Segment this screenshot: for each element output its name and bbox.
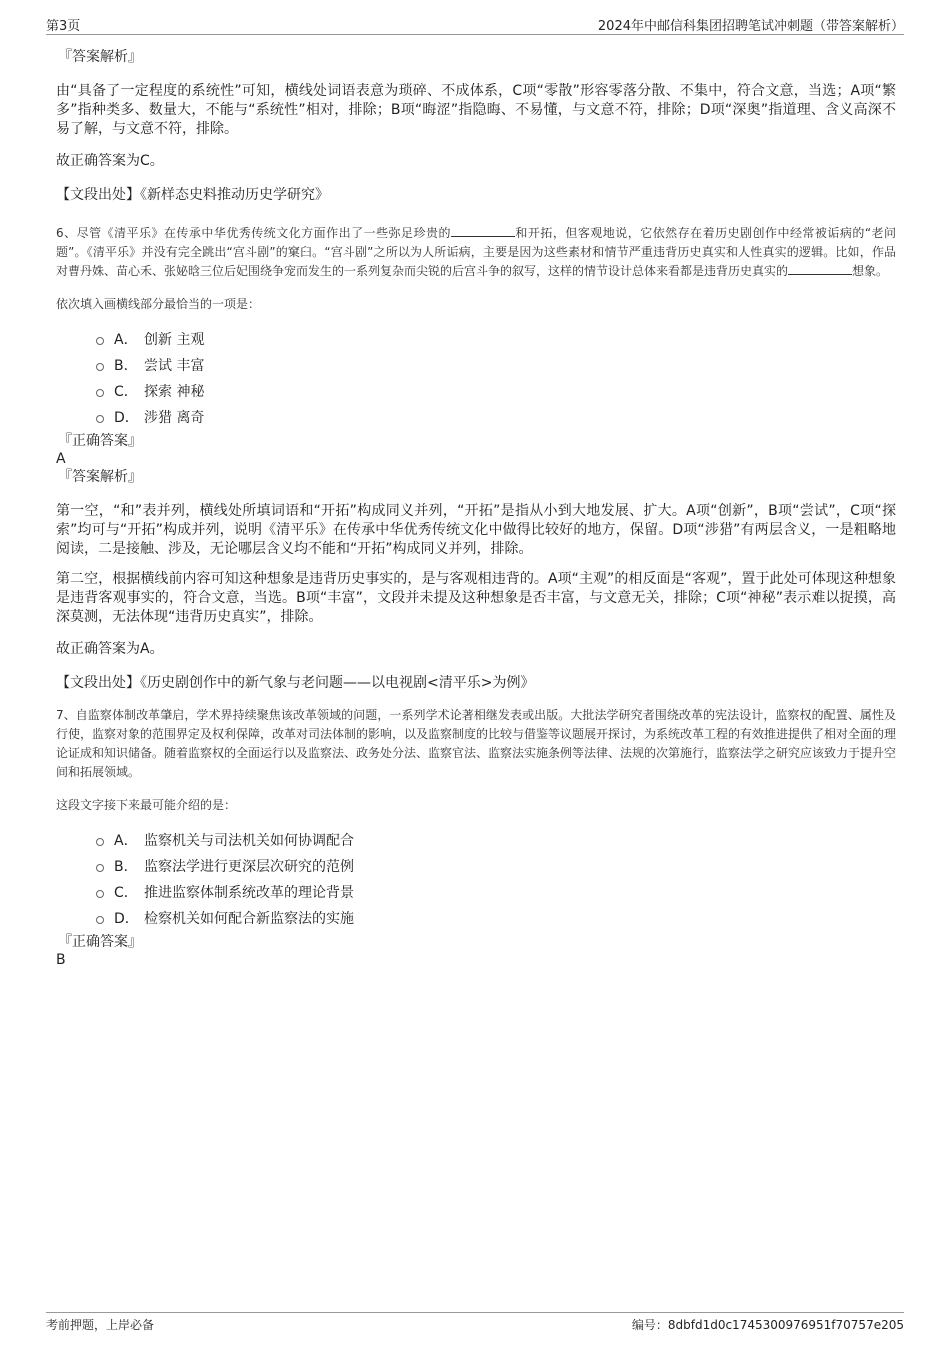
radio-icon[interactable] — [96, 337, 104, 345]
correct-answer-label: 『正确答案』 — [58, 433, 142, 449]
answer-conclusion: 故正确答案为C。 — [56, 153, 164, 169]
radio-icon[interactable] — [96, 415, 104, 423]
page-content — [56, 44, 896, 969]
answer-blank — [788, 262, 852, 275]
radio-icon[interactable] — [96, 916, 104, 924]
option-list — [96, 827, 896, 931]
option-a[interactable]: A． 创新 主观 — [96, 326, 896, 352]
option-a[interactable]: A． 监察机关与司法机关如何协调配合 — [96, 827, 896, 853]
radio-icon[interactable] — [96, 389, 104, 397]
option-d[interactable]: D． 涉猎 离奇 — [96, 404, 896, 430]
answer-conclusion: 故正确答案为A。 — [56, 641, 164, 657]
correct-answer: B — [56, 952, 66, 968]
source-citation: 【文段出处】《历史剧创作中的新气象与老问题——以电视剧<清平乐>为例》 — [56, 675, 535, 691]
option-c[interactable]: C． 推进监察体制系统改革的理论背景 — [96, 879, 896, 905]
radio-icon[interactable] — [96, 864, 104, 872]
option-d[interactable]: D． 检察机关如何配合新监察法的实施 — [96, 905, 896, 931]
document-id: 编号：8dbfd1d0c1745300976951f70757e205 — [631, 1318, 904, 1332]
question-instruction: 这段文字接下来最可能介绍的是： — [56, 798, 237, 812]
question-instruction: 依次填入画横线部分最恰当的一项是： — [56, 297, 261, 311]
document-title: 2024年中邮信科集团招聘笔试冲刺题（带答案解析） — [597, 19, 904, 34]
analysis-label: 『答案解析』 — [58, 469, 142, 485]
option-c[interactable]: C． 探索 神秘 — [96, 378, 896, 404]
analysis-label: 『答案解析』 — [58, 49, 142, 65]
option-b[interactable]: B． 尝试 丰富 — [96, 352, 896, 378]
footer-slogan: 考前押题，上岸必备 — [46, 1318, 155, 1332]
source-citation: 【文段出处】《新样态史料推动历史学研究》 — [56, 187, 329, 203]
radio-icon[interactable] — [96, 890, 104, 898]
radio-icon[interactable] — [96, 363, 104, 371]
page-number: 第3页 — [46, 19, 81, 34]
correct-answer: A — [56, 451, 66, 467]
analysis-text: 第二空，根据横线前内容可知这种想象是违背历史事实的，是与客观相违背的。A项“主观”的相反面是“客观”，置于此处可体现这种想象是违背客观事实的，符合文意，当选。B项“丰富”，文段并未提及这种想象是否丰富，与文意无关，排除；C项“神秘”表示难以捉摸，高深莫测，无法体现“违背历史真实”，排除。 — [56, 571, 896, 625]
page-header — [46, 14, 904, 35]
question-stem: 7、自监察体制改革肇启，学术界持续聚焦该改革领域的问题，一系列学术论著相继发表或出版。大批法学研究者围绕改革的宪法设计，监察权的配置、属性及行使，监察对象的范围界定及权利保障，改革对司法体制的影响，以及监察制度的比较与借鉴等议题展开探讨，为系统改革工程的有效推进提供了相对全面的理论证成和知识储备。随着监察权的全面运行以及监察法、政务处分法、监察官法、监察法实施条例等法律、法规的次第施行，监察法学之研究应该致力于提升空间和拓展领域。 — [56, 708, 897, 779]
analysis-text: 由“具备了一定程度的系统性”可知，横线处词语表意为琐碎、不成体系，C项“零散”形容零落分散、不集中，符合文意，当选；A项“繁多”指种类多、数量大，不能与“系统性”相对，排除；B项“晦涩”指隐晦、不易懂，与文意不符，排除；D项“深奥”指道理、含义高深不易了解，与文意不符，排除。 — [56, 83, 896, 137]
option-list — [96, 326, 896, 430]
analysis-text: 第一空，“和”表并列，横线处所填词语和“开拓”构成同义并列，“开拓”是指从小到大地发展、扩大。A项“创新”，B项“尝试”，C项“探索”均可与“开拓”构成并列，说明《清平乐》在传承中华优秀传统文化中做得比较好的地方，保留。D项“涉猎”有两层含义，一是粗略地阅读，二是接触、涉及，无论哪层含义均不能和“开拓”构成同义并列，排除。 — [56, 503, 896, 557]
radio-icon[interactable] — [96, 838, 104, 846]
question-stem: 6、尽管《清平乐》在传承中华优秀传统文化方面作出了一些弥足珍贵的 和开拓，但客观地说，它依然存在着历史剧创作中经常被诟病的“老问题”。《清平乐》并没有完全跳出“宫斗剧”的窠臼。“宫斗剧”之所以为人所诟病，主要是因为这些素材和情节严重违背历史真实和人性真实的逻辑。比如，作品对曹丹姝、苗心禾、张妼晗三位后妃围绕争宠而发生的一系列复杂而尖锐的后宫斗争的叙写，这样的情节设计总体来看都是违背历史真实的 想象。 — [56, 226, 896, 278]
page-footer — [46, 1312, 904, 1337]
answer-blank — [451, 224, 515, 237]
correct-answer-label: 『正确答案』 — [58, 934, 142, 950]
option-b[interactable]: B． 监察法学进行更深层次研究的范例 — [96, 853, 896, 879]
